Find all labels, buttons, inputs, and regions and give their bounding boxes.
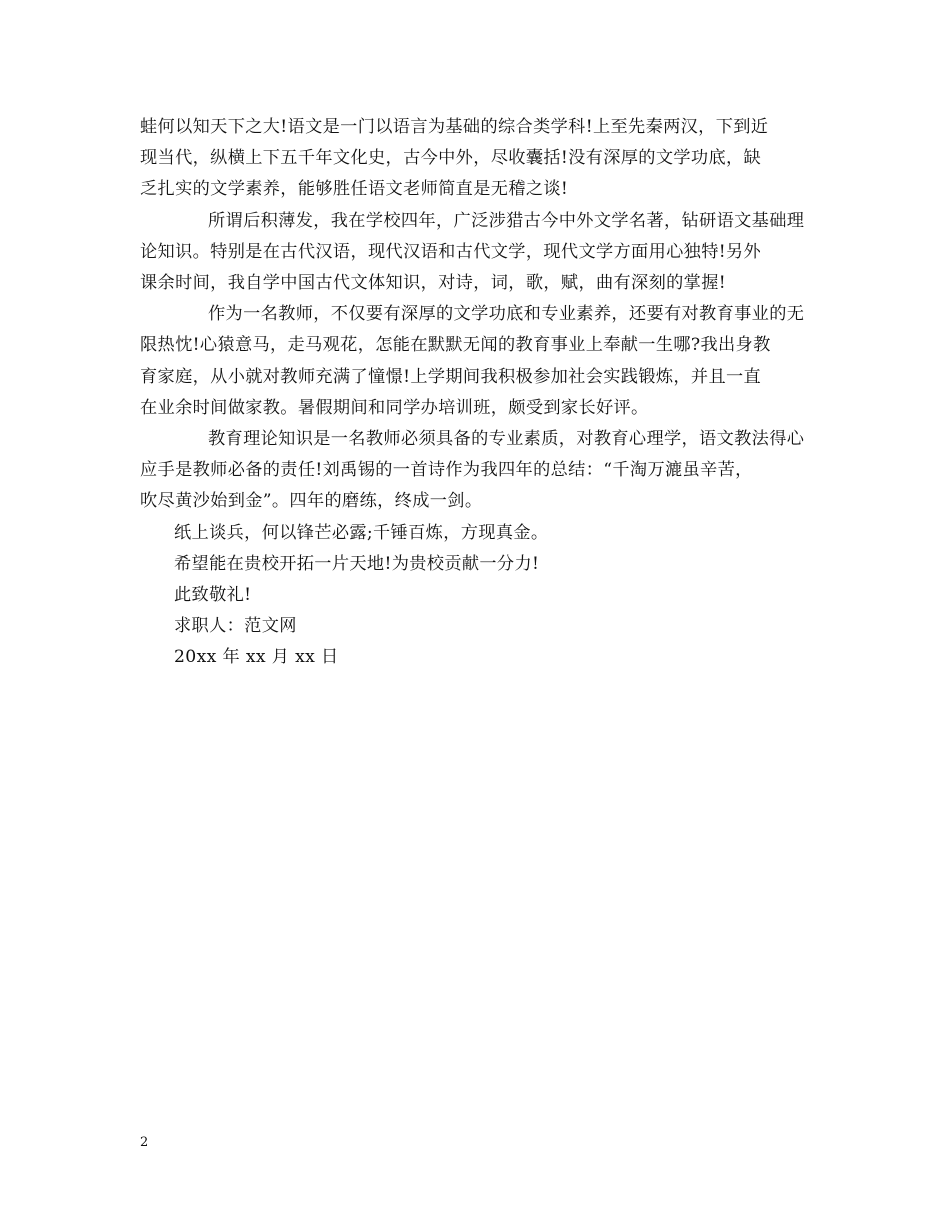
closing-salutation: 此致敬礼! (174, 585, 252, 606)
text-line: 教育理论知识是一名教师必须具备的专业素质，对教育心理学，语文教法得心 (208, 429, 805, 450)
text-line: 乏扎实的文学素养，能够胜任语文老师简直是无稽之谈! (140, 179, 569, 200)
text-line: 作为一名教师，不仅要有深厚的文学功底和专业素养，还要有对教育事业的无 (208, 304, 805, 325)
paragraph-passion (140, 299, 816, 424)
letter-date: 20xx 年 xx 月 xx 日 (174, 647, 339, 668)
text-line: 现当代，纵横上下五千年文化史，古今中外，尽收囊括!没有深厚的文学功底，缺 (140, 148, 762, 169)
text-line: 育家庭，从小就对教师充满了憧憬!上学期间我积极参加社会实践锻炼，并且一直 (140, 366, 762, 387)
motto-line: 纸上谈兵，何以锋芒必露;千锤百炼，方现真金。 (174, 522, 549, 543)
hope-line: 希望能在贵校开拓一片天地!为贵校贡献一分力! (174, 553, 540, 574)
paragraph-theory (140, 424, 816, 518)
paragraph-intro (140, 112, 816, 206)
text-line: 所谓后积薄发，我在学校四年，广泛涉猎古今中外文学名著，钻研语文基础理 (208, 210, 805, 231)
signature: 求职人：范文网 (174, 616, 297, 637)
text-line: 在业余时间做家教。暑假期间和同学办培训班，颇受到家长好评。 (140, 397, 649, 418)
text-line: 应手是教师必备的责任!刘禹锡的一首诗作为我四年的总结：“千淘万漉虽辛苦， (140, 460, 753, 481)
text-line: 论知识。特别是在古代汉语，现代汉语和古代文学，现代文学方面用心独特!另外 (140, 241, 762, 262)
text-line: 吹尽黄沙始到金”。四年的磨练，终成一剑。 (140, 491, 483, 512)
text-line: 蛙何以知天下之大!语文是一门以语言为基础的综合类学科!上至先秦两汉，下到近 (140, 117, 769, 137)
text-line: 限热忱!心猿意马，走马观花，怎能在默默无闻的教育事业上奉献一生哪?我出身教 (140, 335, 771, 356)
paragraph-study (140, 206, 816, 300)
letter-body (140, 112, 816, 674)
text-line: 课余时间，我自学中国古代文体知识，对诗，词，歌，赋，曲有深刻的掌握! (140, 273, 726, 294)
page-number: 2 (140, 1135, 149, 1150)
